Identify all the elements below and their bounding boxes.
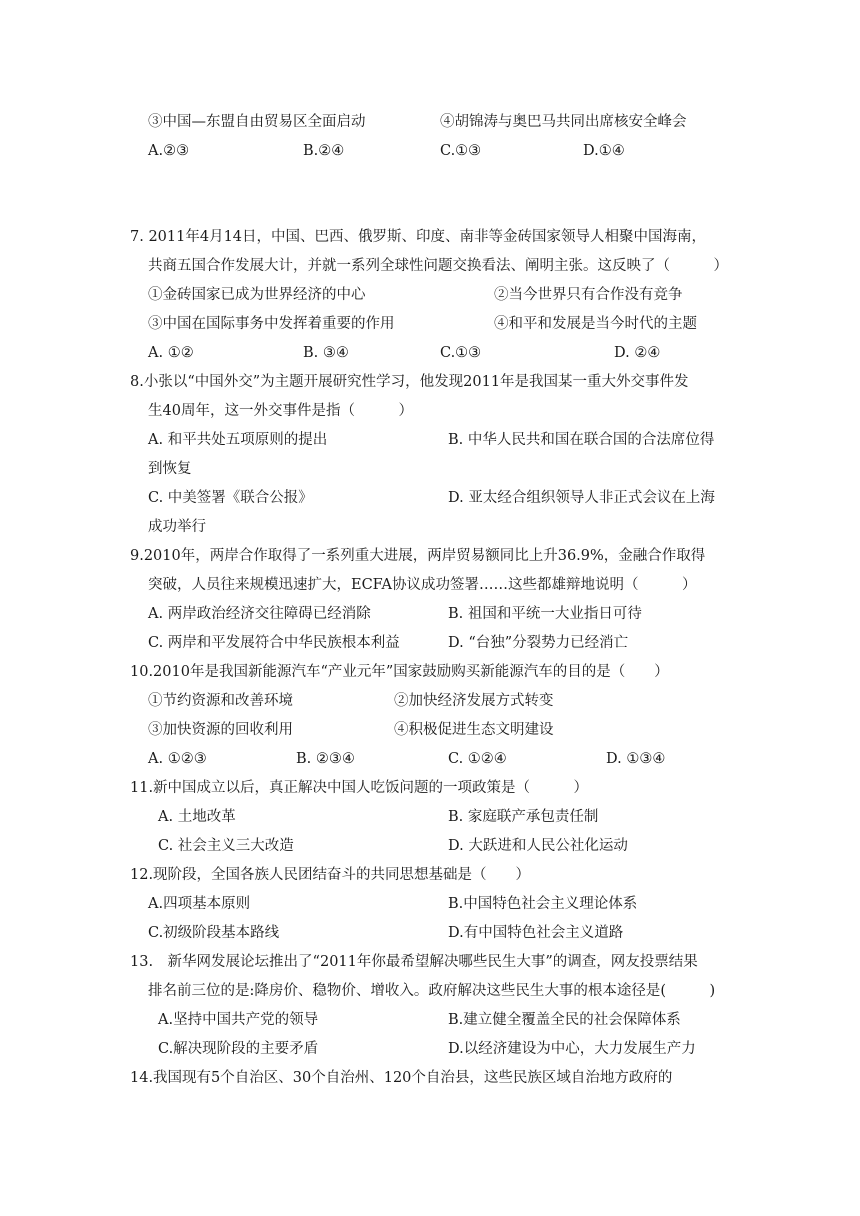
- q7-option-3: ③中国在国际事务中发挥着重要的作用: [148, 316, 395, 332]
- q14-stem-line-1: 14.我国现有5个自治区、30个自治州、120个自治县，这些民族区域自治地方政府的: [130, 1070, 673, 1086]
- q6-choice-b: B.②④: [303, 143, 345, 159]
- q13-stem-line-1: 13. 新华网发展论坛推出了“2011年你最希望解决哪些民生大事”的调查，网友投票结果: [130, 954, 698, 970]
- q8-option-b-line-1: B. 中华人民共和国在联合国的合法席位得: [448, 432, 715, 448]
- q10-option-1: ①节约资源和改善环境: [148, 693, 293, 709]
- q10-stem-line-1: 10.2010年是我国新能源汽车“产业元年”国家鼓励购买新能源汽车的目的是（ ）: [130, 664, 669, 680]
- q7-option-2: ②当今世界只有合作没有竞争: [494, 287, 683, 303]
- q10-choice-c: C. ①②④: [448, 751, 507, 767]
- q10-option-3: ③加快资源的回收利用: [148, 722, 293, 738]
- q7-choice-a: A. ①②: [148, 345, 194, 361]
- q6-choice-c: C.①③: [440, 143, 482, 159]
- q7-option-4: ④和平和发展是当今时代的主题: [494, 316, 697, 332]
- q10-choice-b: B. ②③④: [296, 751, 355, 767]
- q7-choice-d: D. ②④: [614, 345, 661, 361]
- q12-option-b: B.中国特色社会主义理论体系: [448, 896, 638, 912]
- q11-option-d: D. 大跃进和人民公社化运动: [448, 838, 628, 854]
- q6-option-4: ④胡锦涛与奥巴马共同出席核安全峰会: [440, 114, 687, 130]
- q12-stem-line-1: 12.现阶段，全国各族人民团结奋斗的共同思想基础是（ ）: [130, 867, 531, 883]
- q11-option-c: C. 社会主义三大改造: [158, 838, 294, 854]
- q6-choice-a: A.②③: [148, 143, 190, 159]
- q13-option-a: A.坚持中国共产党的领导: [158, 1012, 319, 1028]
- q8-option-c: C. 中美签署《联合公报》: [148, 490, 313, 506]
- q9-option-a: A. 两岸政治经济交往障碍已经消除: [148, 606, 371, 622]
- q7-choice-c: C.①③: [440, 345, 482, 361]
- q11-stem-line-1: 11.新中国成立以后，真正解决中国人吃饭问题的一项政策是（ ）: [130, 780, 589, 796]
- q12-option-c: C.初级阶段基本路线: [148, 925, 280, 941]
- q8-option-a: A. 和平共处五项原则的提出: [148, 432, 328, 448]
- q8-option-b-line-2: 到恢复: [148, 461, 192, 477]
- q11-option-b: B. 家庭联产承包责任制: [448, 809, 599, 825]
- q12-option-d: D.有中国特色社会主义道路: [448, 925, 624, 941]
- q11-option-a: A. 土地改革: [158, 809, 236, 825]
- q10-option-2: ②加快经济发展方式转变: [394, 693, 554, 709]
- q13-option-d: D.以经济建设为中心，大力发展生产力: [448, 1041, 696, 1057]
- q13-option-c: C.解决现阶段的主要矛盾: [158, 1041, 319, 1057]
- q9-option-c: C. 两岸和平发展符合中华民族根本利益: [148, 635, 400, 651]
- q10-choice-d: D. ①③④: [606, 751, 666, 767]
- q6-option-3: ③中国—东盟自由贸易区全面启动: [148, 114, 366, 130]
- q10-choice-a: A. ①②③: [148, 751, 207, 767]
- q8-stem-line-1: 8.小张以“中国外交”为主题开展研究性学习，他发现2011年是我国某一重大外交事件发: [130, 374, 689, 390]
- q6-choice-d: D.①④: [583, 143, 625, 159]
- q8-option-d-line-1: D. 亚太经合组织领导人非正式会议在上海: [448, 490, 715, 506]
- q13-option-b: B.建立健全覆盖全民的社会保障体系: [448, 1012, 681, 1028]
- q9-option-d: D. “台独”分裂势力已经消亡: [448, 635, 629, 651]
- q7-stem-line-2: 共商五国合作发展大计，并就一系列全球性问题交换看法、阐明主张。这反映了（ ）: [148, 258, 728, 274]
- q12-option-a: A.四项基本原则: [148, 896, 251, 912]
- q8-stem-line-2: 生40周年，这一外交事件是指（ ）: [148, 403, 413, 419]
- q9-option-b: B. 祖国和平统一大业指日可待: [448, 606, 642, 622]
- q7-option-1: ①金砖国家已成为世界经济的中心: [148, 287, 366, 303]
- q7-stem-line-1: 7. 2011年4月14日，中国、巴西、俄罗斯、印度、南非等金砖国家领导人相聚中国海南，: [130, 229, 707, 245]
- q13-stem-line-2: 排名前三位的是:降房价、稳物价、增收入。政府解决这些民生大事的根本途径是( ): [148, 983, 716, 999]
- q7-choice-b: B. ③④: [303, 345, 349, 361]
- q9-stem-line-2: 突破，人员往来规模迅速扩大，ECFA协议成功签署……这些都雄辩地说明（ ）: [148, 577, 697, 593]
- q10-option-4: ④积极促进生态文明建设: [394, 722, 554, 738]
- q8-option-d-line-2: 成功举行: [148, 519, 206, 535]
- q9-stem-line-1: 9.2010年，两岸合作取得了一系列重大进展，两岸贸易额同比上升36.9%，金融合作取得: [130, 548, 706, 564]
